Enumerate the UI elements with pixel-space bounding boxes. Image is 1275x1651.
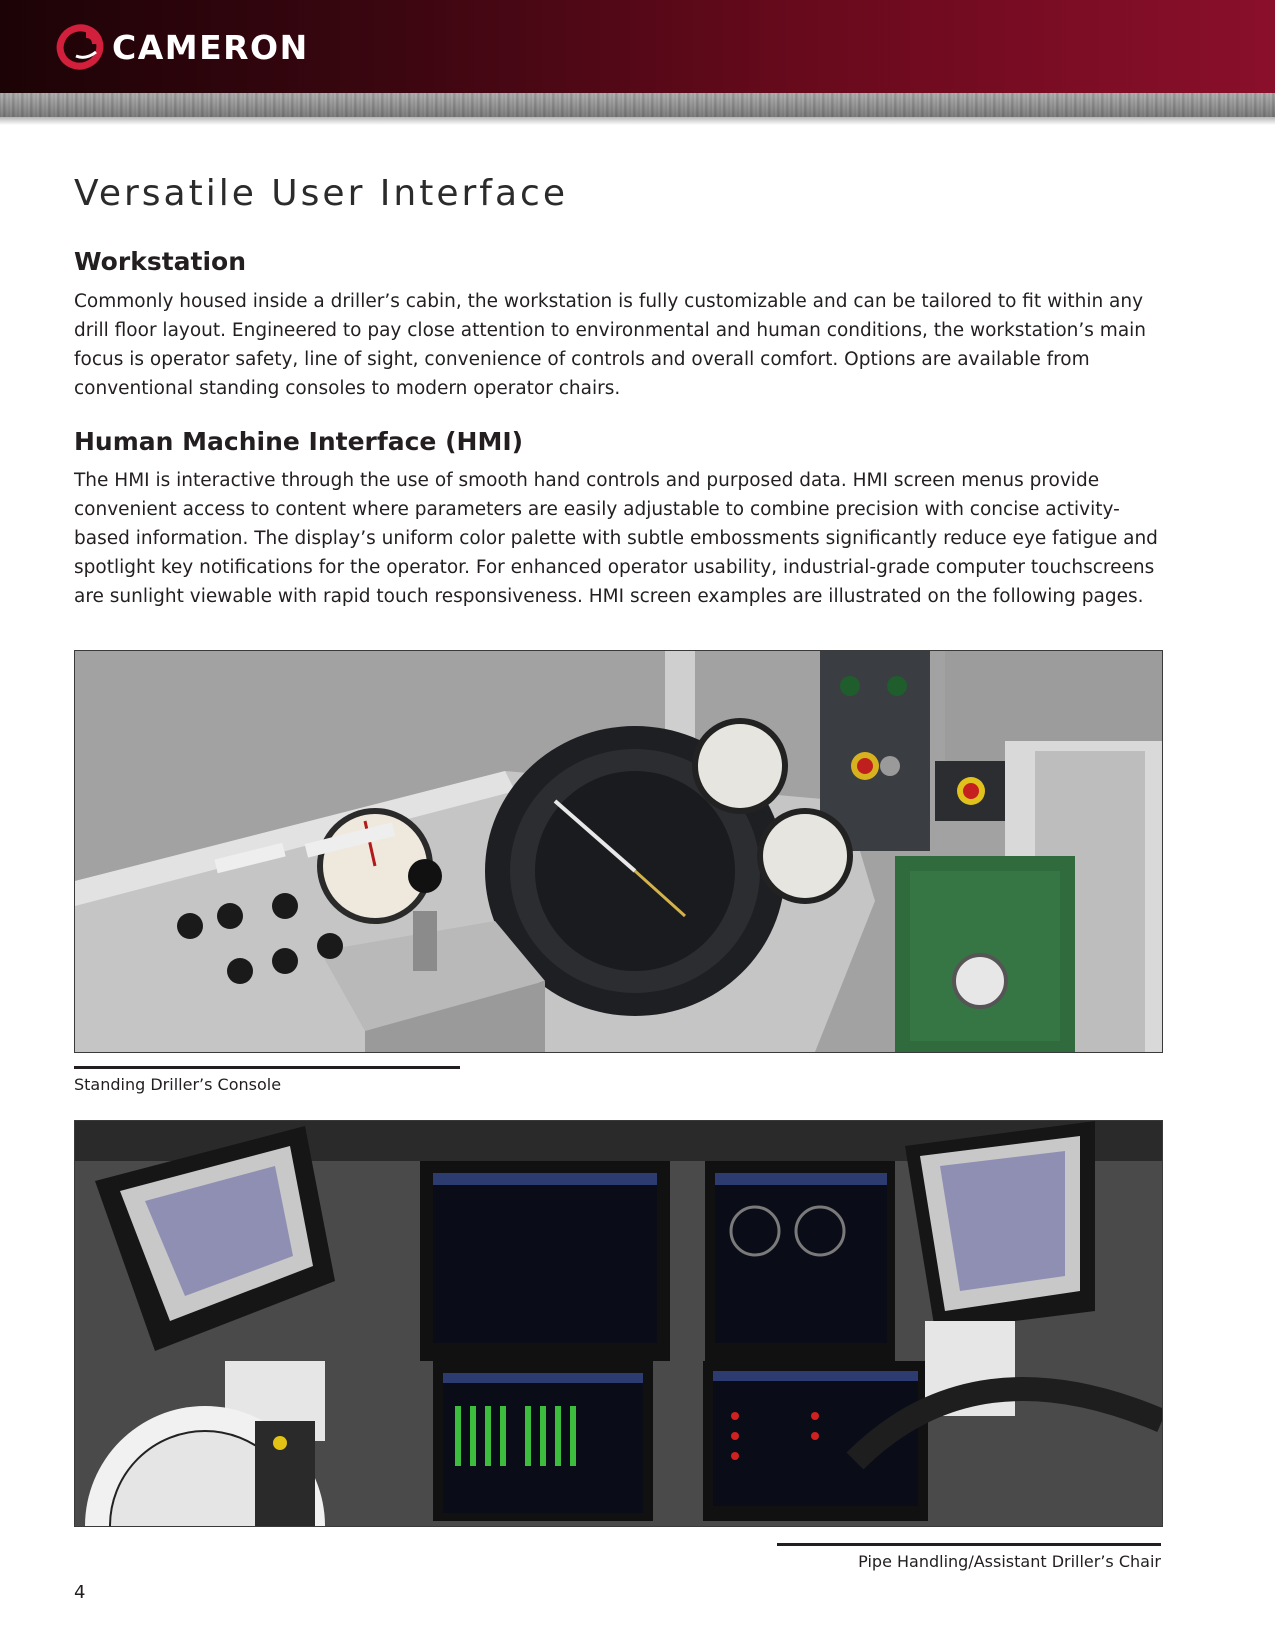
header-band xyxy=(0,0,1275,93)
chair-illustration xyxy=(75,1121,1162,1526)
photo-standing-drillers-console xyxy=(74,650,1163,1053)
console-illustration xyxy=(75,651,1162,1052)
caption-rule-2 xyxy=(777,1543,1161,1546)
page-number: 4 xyxy=(74,1582,86,1603)
section-body-hmi: The HMI is interactive through the use of smooth hand controls and purposed data. HMI screen menus provide convenient access to content where parameters are easily adjustable to combine precision with concise activity-based information. The display’s uniform color palette with subtle embossments significantly reduce eye fatigue and spotlight key notifications for the operator. For enhanced operator usability, industrial-grade computer touchscreens are sunlight viewable with rapid touch responsiveness. HMI screen examples are illustrated on the following pages. xyxy=(74,470,1158,607)
caption-rule-1 xyxy=(74,1066,460,1069)
section-body-workstation: Commonly housed inside a driller’s cabin, the workstation is fully customizable and can be tailored to fit within any drill floor layout. Engineered to pay close attention to environmental and human conditions, the workstation’s main focus is operator safety, line of sight, convenience of controls and overall comfort. Options are available from conventional standing consoles to modern operator chairs. xyxy=(74,291,1147,399)
photo-assistant-drillers-chair xyxy=(74,1120,1163,1527)
brand-name: CAMERON xyxy=(112,27,309,67)
caption-assistant-drillers-chair: Pipe Handling/Assistant Driller’s Chair xyxy=(858,1552,1161,1571)
caption-standing-drillers-console: Standing Driller’s Console xyxy=(74,1075,282,1094)
cameron-c-mark-icon xyxy=(56,24,108,70)
metal-strip-shadow xyxy=(0,117,1275,125)
page-title: Versatile User Interface xyxy=(74,173,568,214)
cameron-logo[interactable] xyxy=(56,24,309,70)
section-heading-hmi: Human Machine Interface (HMI) xyxy=(74,427,524,456)
section-heading-workstation: Workstation xyxy=(74,247,247,276)
brushed-metal-strip xyxy=(0,93,1275,117)
